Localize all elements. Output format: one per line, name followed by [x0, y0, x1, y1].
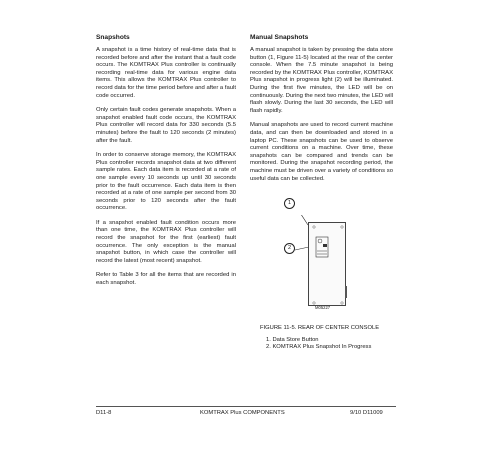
screw-icon — [341, 302, 343, 304]
leader-line-1 — [295, 215, 308, 225]
screw-icon — [313, 302, 315, 304]
figure-caption: FIGURE 11-5. REAR OF CENTER CONSOLE — [260, 325, 380, 331]
paragraph: Only certain fault codes generate snapshots. When a snapshot enabled fault code occurs, the KOMTRAX Plus controller will record data for 330 seconds (5.5 minutes) before the fault to 120 seconds (2 minutes) after the fault. — [96, 107, 236, 144]
paragraph: Refer to Table 3 for all the items that are recorded in each snapshot. — [96, 272, 236, 287]
snapshot-led-icon — [323, 244, 327, 247]
left-column — [96, 34, 236, 295]
paragraph: If a snapshot enabled fault condition occurs more than one time, the KOMTRAX Plus controller will record the snapshot for the first (earliest) fault occurrence. The only exception is the manual snapshot button, in which case the controller will record the latest (most recent) snapshot. — [96, 219, 236, 264]
data-store-button-icon — [318, 239, 322, 243]
section-title-snapshots: Snapshots — [96, 34, 130, 41]
caption-item: 1. Data Store Button — [266, 336, 319, 343]
figure-reference: M05227 — [315, 305, 331, 310]
section-title-manual-snapshots: Manual Snapshots — [250, 34, 309, 41]
footer-section-title: KOMTRAX Plus COMPONENTS — [200, 410, 285, 416]
paragraph: In order to conserve storage memory, the KOMTRAX Plus controller records snapshot data at two different sample rates. Each data item is recorded at a rate of one sample every 10 seconds up until 30 seconds prior to the fault occurrence. Each data item is then recorded at a rate of one sample per second from 30 seconds prior to 120 seconds after the fault occurrence. — [96, 152, 236, 212]
panel-drawing — [309, 223, 347, 307]
screw-icon — [341, 226, 343, 228]
footer-doc-code: 9/10 D11009 — [350, 410, 383, 416]
callout-2: 2 — [284, 243, 295, 254]
paragraph: A snapshot is a time history of real-time data that is recorded before and after the instant that a fault code occurs. The KOMTRAX Plus controller is continually recording real-time data for various engine data items. This allows the KOMTRAX Plus controller to record data for the time period before and after a fault code occurred. — [96, 47, 236, 99]
footer-page-number: D11-8 — [96, 410, 112, 416]
callout-1: 1 — [284, 198, 295, 209]
paragraph: A manual snapshot is taken by pressing the data store button (1, Figure 11-5) located at the rear of the center console. When the 7.5 minute snapshot is being recorded by the KOMTRAX Plus controller, KOMTRAX Plus snapshot in progress light (2) will be illuminated. During the first five minutes, the LED will be on continuously. During the next two minutes, the LED will flash slowly. During the last 30 seconds, the LED will flash rapidly. — [250, 47, 393, 114]
center-console-panel — [308, 222, 346, 306]
figure-caption-block — [260, 325, 379, 352]
panel-latch — [345, 286, 347, 298]
footer-divider — [96, 406, 396, 407]
screw-icon — [313, 226, 315, 228]
right-column — [250, 34, 393, 190]
paragraph: Manual snapshots are used to record current machine data, and can then be downloaded and stored in a laptop PC. These snapshots can be used to observe current conditions on a machine. Over time, these snapshots can be compared and trends can be monitored. During the snapshot recording period, the machine must be driven over a variety of conditions so useful data can be collected. — [250, 122, 393, 182]
caption-item: 2. KOMTRAX Plus Snapshot In Progress — [266, 344, 372, 350]
